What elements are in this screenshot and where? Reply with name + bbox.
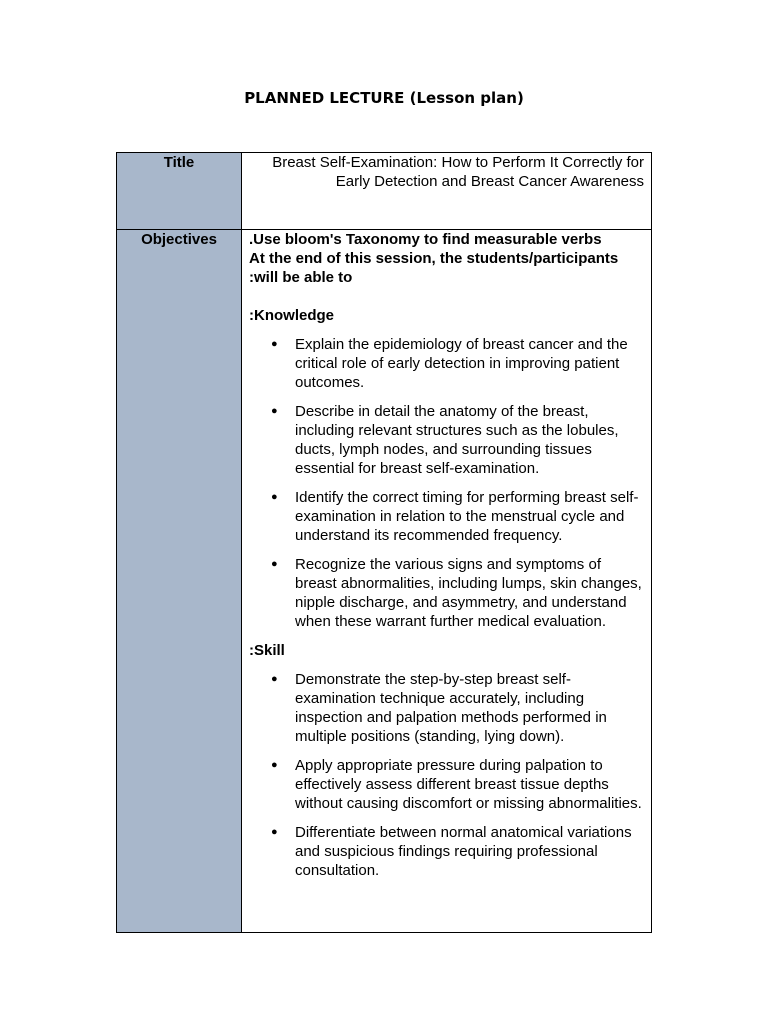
bullet-icon: ●: [271, 405, 278, 417]
list-item-text: Apply appropriate pressure during palpation to effectively assess different breast tissue depths without causing discomfort or missing abnormalities.: [295, 757, 642, 812]
list-item-text: Recognize the various signs and symptoms of breast abnormalities, including lumps, skin changes, nipple discharge, and asymmetry, and understand when these warrant further medical evaluation.: [295, 556, 642, 630]
objectives-label: Objectives: [141, 231, 217, 248]
bullet-icon: ●: [271, 759, 278, 771]
document-title: PLANNED LECTURE (Lesson plan): [244, 89, 524, 107]
title-row: [117, 153, 652, 230]
lecture-title: Breast Self-Examination: How to Perform It Correctly for Early Detection and Breast Cancer Awareness: [272, 154, 644, 190]
bullet-icon: ●: [271, 673, 278, 685]
objectives-row: [117, 230, 652, 933]
lesson-plan-table: [116, 152, 652, 933]
title-label-cell: [117, 153, 242, 230]
list-item-text: Explain the epidemiology of breast cancer and the critical role of early detection in improving patient outcomes.: [295, 336, 628, 391]
bullet-icon: ●: [271, 491, 278, 503]
knowledge-list: [249, 335, 644, 631]
list-item-text: Differentiate between normal anatomical variations and suspicious findings requiring professional consultation.: [295, 824, 632, 879]
skill-heading: :Skill: [249, 642, 285, 659]
objectives-content-cell: [242, 230, 652, 933]
list-item: [249, 335, 644, 392]
skill-list: [249, 670, 644, 880]
title-content-cell: [242, 153, 652, 230]
objectives-label-cell: [117, 230, 242, 933]
list-item-text: Demonstrate the step-by-step breast self-examination technique accurately, including inspection and palpation methods performed in multiple positions (standing, lying down).: [295, 671, 607, 745]
objectives-intro-line: .Use bloom's Taxonomy to find measurable verbs: [249, 231, 602, 248]
bullet-icon: ●: [271, 826, 278, 838]
list-item: [249, 402, 644, 478]
list-item-text: Describe in detail the anatomy of the breast, including relevant structures such as the lobules, ducts, lymph nodes, and surrounding tissues essential for breast self-examination.: [295, 403, 619, 477]
list-item: [249, 823, 644, 880]
list-item: [249, 756, 644, 813]
list-item: [249, 555, 644, 631]
objectives-intro: [249, 230, 644, 287]
bullet-icon: ●: [271, 558, 278, 570]
list-item-text: Identify the correct timing for performing breast self-examination in relation to the menstrual cycle and understand its recommended frequency.: [295, 489, 639, 544]
bullet-icon: ●: [271, 338, 278, 350]
objectives-intro-line: At the end of this session, the students/participants: [249, 250, 619, 267]
list-item: [249, 488, 644, 545]
objectives-intro-line: :will be able to: [249, 269, 353, 286]
knowledge-heading: :Knowledge: [249, 307, 334, 324]
title-label: Title: [163, 154, 195, 171]
list-item: [249, 670, 644, 746]
